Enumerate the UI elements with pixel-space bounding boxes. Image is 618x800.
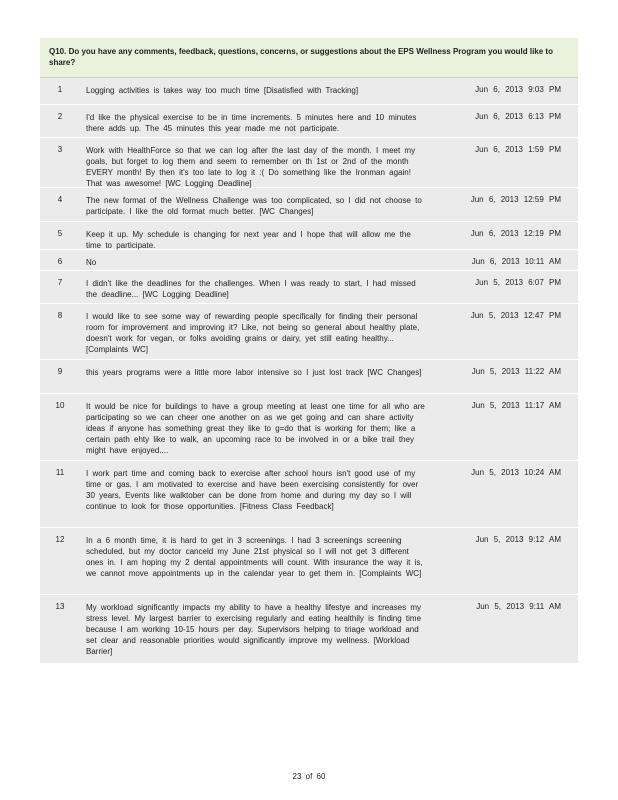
table-row [40,360,578,394]
response-date: Jun 5, 2013 11:17 AM [471,401,561,410]
response-text: Keep it up. My schedule is changing for next year and I hope that will allow me the time to participate. [86,230,411,250]
response-date: Jun 5, 2013 10:24 AM [471,468,561,477]
response-date: Jun 6, 2013 10:11 AM [471,257,561,266]
table-row [40,138,578,188]
page-number: 23 of 60 [292,772,326,781]
row-number: 6 [57,257,63,266]
table-row [40,222,578,250]
row-number: 4 [57,195,63,204]
table-row [40,188,578,222]
response-date: Jun 6, 2013 12:19 PM [470,229,561,238]
row-number: 13 [55,602,65,611]
row-number: 3 [57,145,63,154]
table-row [40,105,578,138]
response-text: I work part time and coming back to exercise after school hours isn't good use of my time or gas. I am motivated to exercise and have been exercising consistently for over 30 years, Events like walktober can be done from home and during my day so I will continue to look for those opportunities. [Fitness Class Feedback] [86,469,419,511]
question-header: Q10. Do you have any comments, feedback, questions, concerns, or suggestions about the EPS Wellness Program you would like to share? [40,38,578,78]
row-number: 8 [57,311,63,320]
response-text: Logging activities is takes way too much time [Disatisfied with Tracking] [86,86,359,95]
table-row [40,528,578,595]
response-date: Jun 5, 2013 9:12 AM [475,535,561,544]
response-date: Jun 6, 2013 12:59 PM [470,195,561,204]
response-text: My workload significantly impacts my ability to have a healthy lifestye and increases my stress level. My largest barrier to exercising regularly and eating healthily is finding time because I am working 10-15 hours per day. Supervisors helping to triage workload and set clear and reasonable priorities would significantly improve my wellness. [Workload Barrier] [86,603,422,656]
row-number: 2 [57,112,63,121]
row-number: 7 [57,278,63,287]
response-text: Work with HealthForce so that we can log after the last day of the month. I meet my goals, but forget to log them and seem to remember on th 1st or 2nd of the month EVERY month! By then it's too late to log it :( Do something like the Ironman again! That was awesome! [WC Logging Deadline] [86,146,416,188]
response-text: No [86,258,97,267]
row-number: 12 [55,535,65,544]
response-text: It would be nice for buildings to have a group meeting at least one time for all who are participating so we can cheer one another on as we get going and can share activity ideas if anyone has something great they like to g=do that is working for them; like a certain path ehty like to walk, an upcoming race to be involved in or a bike trail they might have enjoyed.... [86,402,425,455]
table-row [40,78,578,105]
response-text: The new format of the Wellness Challenge was too complicated, so I did not choose to participate. I like the old format much better. [WC Changes] [86,196,422,216]
table-row [40,394,578,461]
table-row [40,595,578,664]
table-row [40,271,578,304]
response-text: I'd like the physical exercise to be in time increments. 5 minutes here and 10 minutes there adds up. The 45 minutes this year made me not participate. [86,113,417,133]
row-number: 5 [57,229,63,238]
row-number: 9 [57,367,63,376]
response-date: Jun 5, 2013 11:22 AM [471,367,561,376]
response-date: Jun 5, 2013 9:11 AM [476,602,561,611]
response-date: Jun 5, 2013 12:47 PM [470,311,561,320]
table-row [40,304,578,360]
row-number: 11 [55,468,65,477]
response-text: I would like to see some way of rewarding people specifically for finding their personal room for improvement and improving it? Like, not being so general about healthy plate, doesn't work for vegan, or folks avoiding grains or dairy, yet still eating healthy... [Complaints WC] [86,312,420,354]
table-row [40,250,578,271]
response-date: Jun 5, 2013 6:07 PM [475,278,561,287]
response-text: I didn't like the deadlines for the challenges. When I was ready to start, I had missed the deadline... [WC Logging Deadline] [86,279,416,299]
table-row [40,461,578,528]
response-date: Jun 6, 2013 6:13 PM [475,112,561,121]
responses-table [40,38,578,664]
row-number: 10 [55,401,65,410]
response-text: this years programs were a little more labor intensive so I just lost track [WC Changes] [86,368,422,377]
response-date: Jun 6, 2013 1:59 PM [475,145,561,154]
response-date: Jun 6, 2013 9:03 PM [475,85,561,94]
response-text: In a 6 month time, it is hard to get in 3 screenings. I had 3 screenings screening scheduled, but my doctor canceld my June 21st physical so I will not get 3 different ones in. I am hoping my 2 dental appointments will count. With insurance the way it is, we cannot move appointments up in the calendar year to get them in. [Complaints WC] [86,536,423,578]
row-number: 1 [57,85,63,94]
